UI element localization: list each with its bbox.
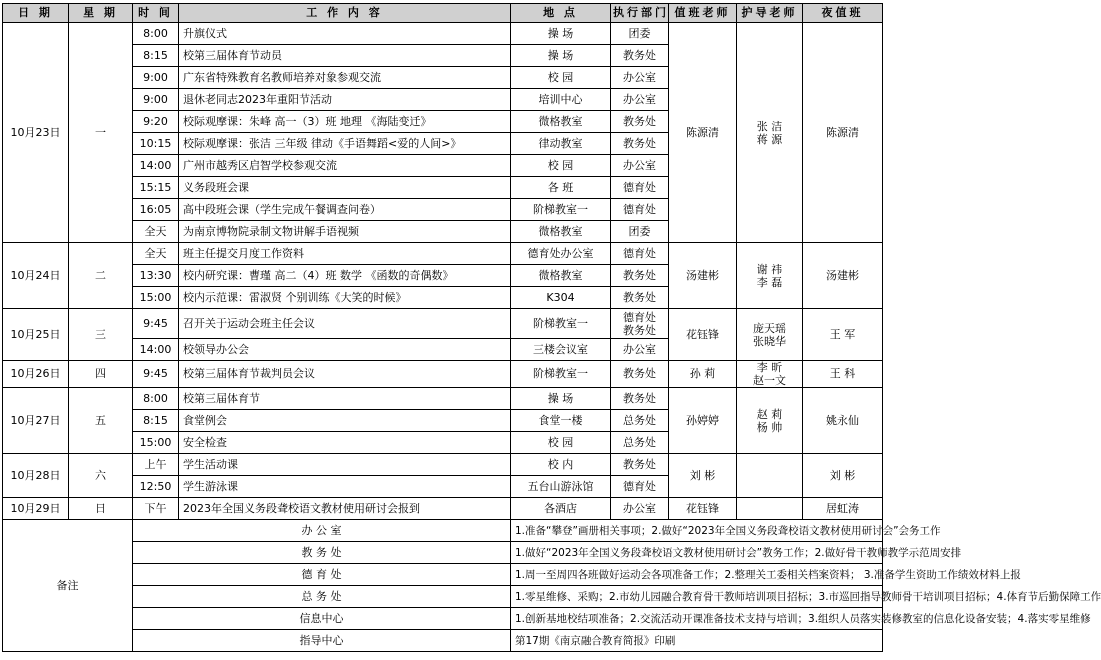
event-dept: 办公室	[611, 89, 669, 111]
header-date: 日 期	[3, 4, 69, 23]
event-place: 操 场	[511, 45, 611, 67]
event-dept: 教务处	[611, 265, 669, 287]
guard-teachers	[737, 23, 803, 243]
guard-teacher-name: 杨 帅	[756, 420, 783, 434]
guard-teacher-name: 蒋 源	[756, 132, 783, 146]
event-time: 上午	[133, 454, 179, 476]
event-place: 微格教室	[511, 221, 611, 243]
guard-teachers	[737, 309, 803, 361]
event-dept: 团委	[611, 23, 669, 45]
schedule-row	[3, 454, 883, 476]
night-duty: 王 科	[803, 361, 883, 388]
schedule-row	[3, 309, 883, 339]
note-text: 1.创新基地校结项准备；2.交流活动开课准备技术支持与培训；3.组织人员落实装修教室的信息化设备安装；4.落实零星维修	[511, 608, 883, 630]
day-weekday: 六	[69, 454, 133, 498]
event-time: 14:00	[133, 339, 179, 361]
note-text: 1.准备“攀登”画册相关事项；2.做好“2023年全国义务段聋校语文教材使用研讨会”会务工作	[511, 520, 883, 542]
note-dept: 德 育 处	[133, 564, 511, 586]
event-place: 校 内	[511, 454, 611, 476]
note-text: 第17期《南京融合教育简报》印刷	[511, 630, 883, 652]
event-content: 学生游泳课	[179, 476, 511, 498]
header-dept: 执行部门	[611, 4, 669, 23]
notes-label: 备注	[3, 520, 133, 652]
event-dept: 办公室	[611, 67, 669, 89]
duty-teacher: 刘 彬	[669, 454, 737, 498]
event-dept: 教务处	[611, 111, 669, 133]
event-content: 校第三届体育节	[179, 388, 511, 410]
day-date: 10月27日	[3, 388, 69, 454]
event-time: 12:50	[133, 476, 179, 498]
event-dept: 总务处	[611, 410, 669, 432]
event-content: 校内研究课：曹瑾 高二（4）班 数学 《函数的奇偶数》	[179, 265, 511, 287]
day-date: 10月26日	[3, 361, 69, 388]
guard-teacher-name: 张 洁	[756, 119, 783, 133]
day-weekday: 日	[69, 498, 133, 520]
note-dept: 指导中心	[133, 630, 511, 652]
event-place: 五台山游泳馆	[511, 476, 611, 498]
event-place: 校 园	[511, 155, 611, 177]
event-place: 各酒店	[511, 498, 611, 520]
duty-teacher: 汤建彬	[669, 243, 737, 309]
event-place: 阶梯教室一	[511, 309, 611, 339]
event-place: 三楼会议室	[511, 339, 611, 361]
event-place: 律动教室	[511, 133, 611, 155]
day-weekday: 二	[69, 243, 133, 309]
event-time: 8:15	[133, 45, 179, 67]
event-place: 校 园	[511, 67, 611, 89]
day-weekday: 一	[69, 23, 133, 243]
event-time: 全天	[133, 221, 179, 243]
day-date: 10月24日	[3, 243, 69, 309]
event-time: 9:45	[133, 309, 179, 339]
event-time: 8:15	[133, 410, 179, 432]
note-text: 1.周一至周四各班做好运动会各项准备工作；2.整理关工委相关档案资料； 3.准备学生资助工作绩效材料上报	[511, 564, 883, 586]
event-dept: 教务处	[611, 133, 669, 155]
guard-teachers	[737, 498, 803, 520]
event-place: 操 场	[511, 388, 611, 410]
event-time: 下午	[133, 498, 179, 520]
event-place: 阶梯教室一	[511, 199, 611, 221]
schedule-row	[3, 23, 883, 45]
event-place: 阶梯教室一	[511, 361, 611, 388]
day-date: 10月23日	[3, 23, 69, 243]
event-time: 8:00	[133, 23, 179, 45]
note-row	[3, 586, 883, 608]
event-dept: 德育处	[611, 243, 669, 265]
event-place: 微格教室	[511, 265, 611, 287]
note-dept: 教 务 处	[133, 542, 511, 564]
note-row	[3, 542, 883, 564]
note-text: 1.零星维修、采购；2.市幼儿园融合教育骨干教师培训项目招标；3.市巡回指导教师骨干培训项目招标；4.体育节后勤保障工作	[511, 586, 883, 608]
event-content: 安全检查	[179, 432, 511, 454]
header-duty-teacher: 值班老师	[669, 4, 737, 23]
event-place: 食堂一楼	[511, 410, 611, 432]
event-time: 13:30	[133, 265, 179, 287]
event-content: 校领导办公会	[179, 339, 511, 361]
guard-teacher-name: 李 磊	[756, 275, 783, 289]
event-time: 10:15	[133, 133, 179, 155]
guard-teachers	[737, 361, 803, 388]
night-duty: 居虹涛	[803, 498, 883, 520]
schedule-row	[3, 243, 883, 265]
night-duty: 陈源清	[803, 23, 883, 243]
event-dept: 德育处	[611, 476, 669, 498]
guard-teacher-name: 谢 祎	[756, 262, 783, 276]
guard-teacher-name: 张晓华	[753, 334, 786, 348]
event-content: 2023年全国义务段聋校语文教材使用研讨会报到	[179, 498, 511, 520]
note-row	[3, 564, 883, 586]
day-weekday: 三	[69, 309, 133, 361]
guard-teacher-name: 李 昕	[756, 361, 783, 374]
event-time: 15:00	[133, 287, 179, 309]
event-dept: 德育处	[611, 177, 669, 199]
event-time: 全天	[133, 243, 179, 265]
header-content: 工 作 内 容	[179, 4, 511, 23]
event-dept: 办公室	[611, 155, 669, 177]
duty-teacher: 孙 莉	[669, 361, 737, 388]
event-content: 退休老同志2023年重阳节活动	[179, 89, 511, 111]
event-dept: 德育处	[611, 199, 669, 221]
header-guard-teacher: 护导老师	[737, 4, 803, 23]
event-time: 16:05	[133, 199, 179, 221]
event-content: 学生活动课	[179, 454, 511, 476]
day-weekday: 五	[69, 388, 133, 454]
note-dept: 信息中心	[133, 608, 511, 630]
event-content: 校内示范课：雷淑贤 个别训练《大笑的时候》	[179, 287, 511, 309]
guard-teachers	[737, 243, 803, 309]
event-content: 食堂例会	[179, 410, 511, 432]
event-dept: 教务处	[611, 454, 669, 476]
event-time: 8:00	[133, 388, 179, 410]
note-row	[3, 630, 883, 652]
event-content: 为南京博物院录制文物讲解手语视频	[179, 221, 511, 243]
event-time: 9:00	[133, 67, 179, 89]
header-row	[3, 4, 883, 23]
weekly-schedule-table	[2, 3, 1101, 652]
day-date: 10月25日	[3, 309, 69, 361]
event-dept: 办公室	[611, 339, 669, 361]
guard-teacher-name: 赵 莉	[756, 407, 783, 421]
note-row	[3, 520, 883, 542]
event-dept: 办公室	[611, 498, 669, 520]
event-place: K304	[511, 287, 611, 309]
event-time: 9:20	[133, 111, 179, 133]
event-time: 15:15	[133, 177, 179, 199]
event-content: 广东省特殊教育名教师培养对象参观交流	[179, 67, 511, 89]
event-time: 14:00	[133, 155, 179, 177]
guard-teacher-name: 赵一文	[753, 374, 786, 387]
event-dept: 团委	[611, 221, 669, 243]
event-content: 班主任提交月度工作资料	[179, 243, 511, 265]
event-dept	[611, 309, 669, 339]
guard-teachers	[737, 454, 803, 498]
event-place: 培训中心	[511, 89, 611, 111]
event-content: 义务段班会课	[179, 177, 511, 199]
header-weekday: 星 期	[69, 4, 133, 23]
event-place: 各 班	[511, 177, 611, 199]
guard-teacher-name: 庞天瑶	[753, 321, 786, 335]
schedule-row	[3, 361, 883, 388]
event-dept: 教务处	[611, 287, 669, 309]
event-time: 15:00	[133, 432, 179, 454]
header-place: 地 点	[511, 4, 611, 23]
event-content: 校第三届体育节动员	[179, 45, 511, 67]
header-night-duty: 夜值班	[803, 4, 883, 23]
night-duty: 刘 彬	[803, 454, 883, 498]
event-content: 召开关于运动会班主任会议	[179, 309, 511, 339]
event-place: 操 场	[511, 23, 611, 45]
event-dept: 总务处	[611, 432, 669, 454]
note-row	[3, 608, 883, 630]
night-duty: 王 军	[803, 309, 883, 361]
day-weekday: 四	[69, 361, 133, 388]
event-dept: 教务处	[611, 388, 669, 410]
event-place: 微格教室	[511, 111, 611, 133]
day-date: 10月28日	[3, 454, 69, 498]
night-duty: 汤建彬	[803, 243, 883, 309]
event-place: 德育处办公室	[511, 243, 611, 265]
event-content: 校第三届体育节裁判员会议	[179, 361, 511, 388]
event-place: 校 园	[511, 432, 611, 454]
duty-teacher: 花钰锋	[669, 498, 737, 520]
note-dept: 办 公 室	[133, 520, 511, 542]
duty-teacher: 陈源清	[669, 23, 737, 243]
event-dept: 教务处	[611, 361, 669, 388]
event-dept: 教务处	[611, 45, 669, 67]
day-date: 10月29日	[3, 498, 69, 520]
event-dept-line: 德育处	[623, 310, 656, 324]
event-dept-line: 教务处	[623, 323, 656, 337]
event-time: 9:00	[133, 89, 179, 111]
schedule-row	[3, 388, 883, 410]
night-duty: 姚永仙	[803, 388, 883, 454]
event-time: 9:45	[133, 361, 179, 388]
header-time: 时 间	[133, 4, 179, 23]
event-content: 校际观摩课：张洁 三年级 律动《手语舞蹈<爱的人间>》	[179, 133, 511, 155]
note-dept: 总 务 处	[133, 586, 511, 608]
schedule-row	[3, 498, 883, 520]
event-content: 校际观摩课：朱峰 高一（3）班 地理 《海陆变迁》	[179, 111, 511, 133]
duty-teacher: 孙婷婷	[669, 388, 737, 454]
duty-teacher: 花钰锋	[669, 309, 737, 361]
guard-teachers	[737, 388, 803, 454]
note-text: 1.做好“2023年全国义务段聋校语文教材使用研讨会”教务工作；2.做好骨干教师教学示范周安排	[511, 542, 883, 564]
event-content: 升旗仪式	[179, 23, 511, 45]
event-content: 广州市越秀区启智学校参观交流	[179, 155, 511, 177]
event-content: 高中段班会课（学生完成午餐调查问卷）	[179, 199, 511, 221]
